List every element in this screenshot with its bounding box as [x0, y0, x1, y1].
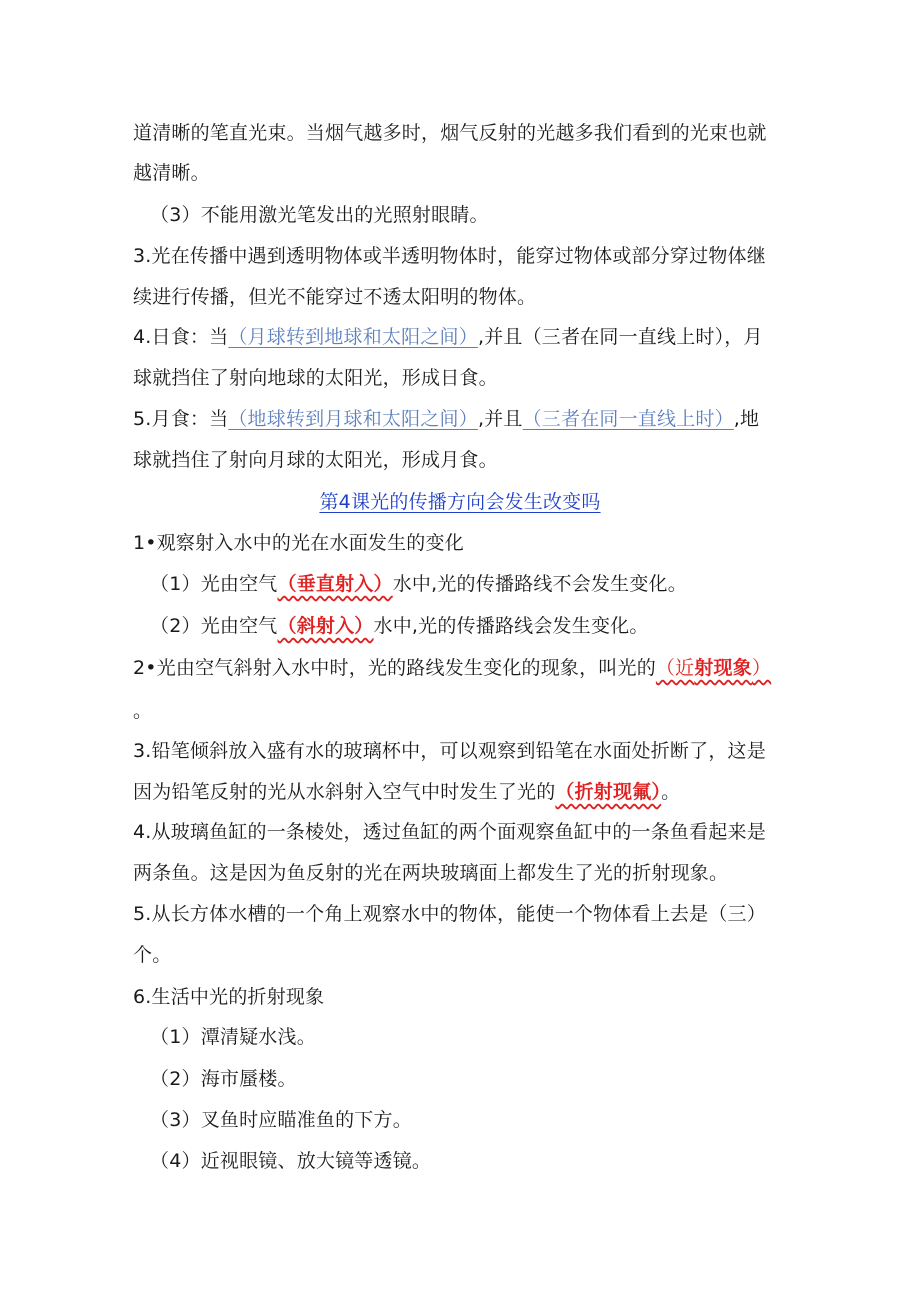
text-segment: 因为铅笔反射的光从水斜射入空气中时发生了光的	[133, 781, 556, 803]
text-segment: ,地	[733, 408, 760, 430]
answer-blank: （垂直射入）	[277, 573, 393, 595]
text-line: 道清晰的笔直光束。当烟气越多时，烟气反射的光越多我们看到的光束也就	[133, 122, 767, 144]
text-line	[150, 613, 649, 639]
answer-blank: （地球转到月球和太阳之间）	[228, 408, 478, 430]
text-line: 越清晰。	[133, 162, 210, 184]
text-line: 球就挡住了射向月球的太阳光，形成月食。	[133, 449, 498, 471]
lesson-title: 第4课光的传播方向会发生改变吗	[319, 491, 601, 513]
answer-blank: （折射现氟）	[555, 781, 662, 803]
text-line: 5.从长方体水槽的一个角上观察水中的物体，能使一个物体看上去是（三）	[133, 903, 766, 925]
text-segment: 水中,光的传播路线不会发生变化。	[392, 573, 687, 595]
text-line: 4.从玻璃鱼缸的一条棱处，透过鱼缸的两个面观察鱼缸中的一条鱼看起来是	[133, 821, 766, 843]
text-segment: ,并且（三者在同一直线上时），月	[477, 326, 763, 348]
text-segment: （1）光由空气	[150, 573, 278, 595]
text-line: 。	[133, 700, 153, 722]
text-segment: 2•光由空气斜射入水中时，光的路线发生变化的现象，叫光的	[133, 657, 656, 679]
text-segment: 水中,光的传播路线会发生变化。	[373, 615, 649, 637]
text-segment: ,并且	[477, 408, 523, 430]
answer-blank: （月球转到地球和太阳之间）	[228, 326, 478, 348]
text-line: 续进行传播，但光不能穿过不透太阳明的物体。	[133, 286, 537, 308]
list-item: （3）叉鱼时应瞄准鱼的下方。	[150, 1109, 412, 1131]
text-line: 个。	[133, 944, 172, 966]
answer-blank: （斜射入）	[277, 615, 374, 637]
text-line: 1•观察射入水中的光在水面发生的变化	[133, 532, 464, 554]
text-segment: （2）光由空气	[150, 615, 278, 637]
text-segment: 4.日食：当	[133, 326, 229, 348]
lunar-eclipse-line	[133, 406, 759, 432]
text-line	[133, 779, 680, 805]
text-line: 两条鱼。这是因为鱼反射的光在两块玻璃面上都发生了光的折射现象。	[133, 862, 729, 884]
list-item: （1）潭清疑水浅。	[150, 1026, 316, 1048]
text-line: 3.光在传播中遇到透明物体或半透明物体时，能穿过物体或部分穿过物体继	[133, 245, 766, 267]
answer-blank: （近射现象）	[655, 657, 772, 679]
solar-eclipse-line	[133, 324, 763, 350]
text-segment: 。	[661, 781, 681, 803]
text-line	[150, 571, 687, 597]
text-line: 3.铅笔倾斜放入盛有水的玻璃杯中，可以观察到铅笔在水面处折断了，这是	[133, 740, 766, 762]
text-line: 6.生活中光的折射现象	[133, 986, 325, 1008]
list-item: （2）海市蜃楼。	[150, 1068, 297, 1090]
text-line	[133, 655, 771, 681]
text-line: （3）不能用激光笔发出的光照射眼睛。	[150, 204, 489, 226]
answer-blank: （三者在同一直线上时）	[522, 408, 734, 430]
text-line: 球就挡住了射向地球的太阳光，形成日食。	[133, 367, 498, 389]
text-segment: 5.月食：当	[133, 408, 229, 430]
list-item: （4）近视眼镜、放大镜等透镜。	[150, 1150, 432, 1172]
